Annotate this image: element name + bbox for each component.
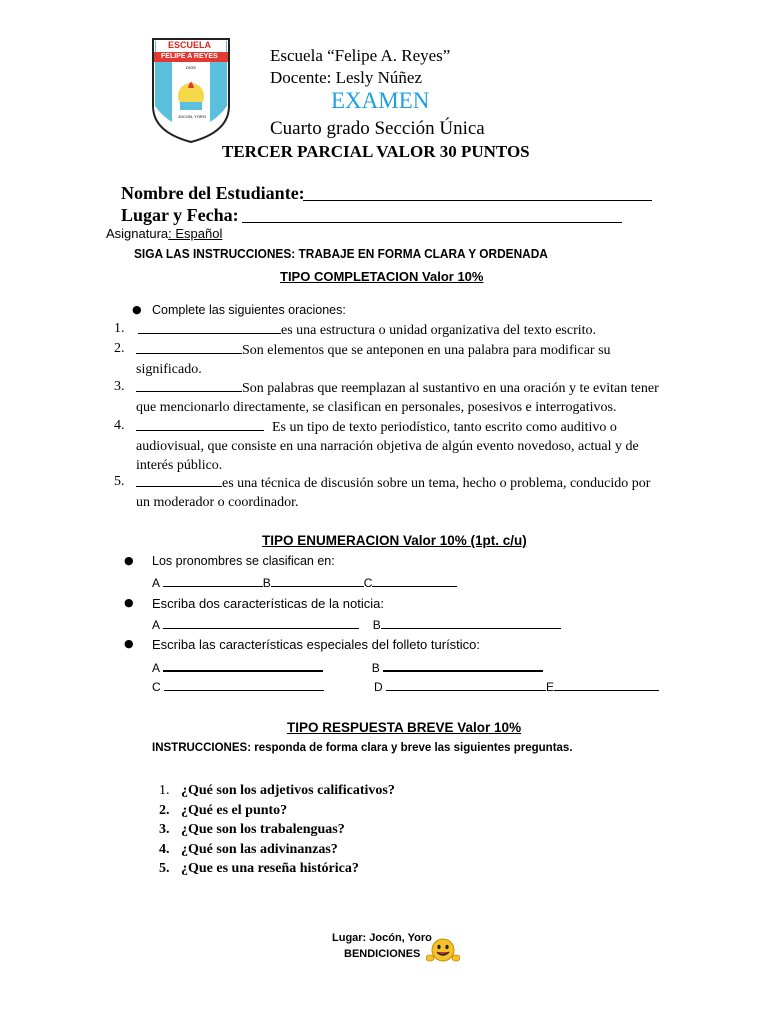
bullet-icon: ● xyxy=(132,303,142,316)
section2-title: TIPO ENUMERACION Valor 10% (1pt. c/u) xyxy=(262,533,527,548)
answer-blank[interactable] xyxy=(138,321,281,334)
answer-blank[interactable] xyxy=(136,379,242,392)
answer-blank[interactable] xyxy=(164,678,324,691)
section3-instructions: INSTRUCCIONES: responda de forma clara y breve las siguientes preguntas. xyxy=(152,742,573,754)
answer-blank[interactable] xyxy=(163,574,263,587)
student-name-label: Nombre del Estudiante: xyxy=(121,183,305,203)
enum-answers-1: A B C xyxy=(152,574,457,590)
partial-title: TERCER PARCIAL VALOR 30 PUNTOS xyxy=(222,142,530,161)
completion-item-3: Son palabras que reemplazan al sustantivo en una oración y te evitan tener que mencionarlo directamente, se clasifican en personales, posesivos e interrogativos. xyxy=(136,381,659,415)
answer-blank[interactable] xyxy=(386,678,546,691)
exam-title: EXAMEN xyxy=(331,88,430,113)
short-answer-list xyxy=(159,781,395,879)
enum-question-1: Los pronombres se clasifican en: xyxy=(152,554,335,568)
subject-label: Asignatura xyxy=(106,226,169,241)
crest-banner-text: FELIPE A REYES xyxy=(161,53,218,60)
subject-label-row xyxy=(106,226,222,241)
crest-motto-top: DIOS xyxy=(186,65,196,70)
completion-item-5: es una técnica de discusión sobre un tema, hecho o problema, conducido por un moderador o coordinador. xyxy=(136,476,651,510)
enum-answers-3a: A B xyxy=(152,658,543,675)
section1-bullet-text: Complete las siguientes oraciones: xyxy=(152,303,346,317)
enum-question-3: Escriba las características especiales del folleto turístico: xyxy=(152,637,481,652)
school-name: Escuela “Felipe A. Reyes” xyxy=(270,46,451,65)
question-item: 2. ¿Qué es el punto? xyxy=(159,802,288,818)
answer-blank[interactable] xyxy=(163,616,359,629)
item-number: 4. xyxy=(114,418,125,433)
completion-item-2: Son elementos que se anteponen en una palabra para modificar su significado. xyxy=(136,343,611,377)
item-number: 2. xyxy=(114,341,125,356)
answer-blank[interactable] xyxy=(554,678,659,691)
crest-top-text: ESCUELA xyxy=(168,40,212,50)
footer-place: Lugar: Jocón, Yoro xyxy=(332,932,432,944)
answer-blank[interactable] xyxy=(372,574,457,587)
general-instructions: SIGA LAS INSTRUCCIONES: TRABAJE EN FORMA CLARA Y ORDENADA xyxy=(134,247,548,261)
crest-place: JOCON, YORO xyxy=(178,114,206,119)
item-number: 3. xyxy=(114,379,125,394)
question-item: 3. ¿Que son los trabalenguas? xyxy=(159,822,345,837)
answer-blank[interactable] xyxy=(136,341,242,354)
teacher-name: Docente: Lesly Núñez xyxy=(270,68,422,87)
completion-item-1: es una estructura o unidad organizativa del texto escrito. xyxy=(138,321,596,340)
question-item: 5. ¿Que es una reseña histórica? xyxy=(159,861,359,876)
answer-blank[interactable] xyxy=(381,616,561,629)
school-crest xyxy=(150,36,232,144)
section1-title: TIPO COMPLETACION Valor 10% xyxy=(280,269,484,284)
section3-title: TIPO RESPUESTA BREVE Valor 10% xyxy=(287,720,522,735)
bullet-icon: ● xyxy=(124,554,134,567)
item-number: 1. xyxy=(114,321,125,336)
answer-blank[interactable] xyxy=(271,574,364,587)
place-date-label: Lugar y Fecha: xyxy=(121,205,239,225)
question-item: 4. ¿Qué son las adivinanzas? xyxy=(159,841,338,857)
footer-blessing: BENDICIONES xyxy=(344,948,421,960)
item-number: 5. xyxy=(114,474,125,489)
question-item: 1. ¿Qué son los adjetivos calificativos? xyxy=(159,783,395,798)
completion-item-4: Es un tipo de texto periodístico, tanto escrito como auditivo o audiovisual, que consiste en una narración objetiva de algún evento novedoso, actual y de interés público. xyxy=(136,420,639,473)
bullet-icon: ● xyxy=(124,637,134,650)
answer-blank[interactable] xyxy=(136,474,222,487)
enum-answers-3b: C D E xyxy=(152,678,659,694)
student-name-line[interactable] xyxy=(303,200,652,201)
grade-section: Cuarto grado Sección Única xyxy=(270,118,485,139)
answer-blank[interactable] xyxy=(163,658,323,672)
subject-value: : Español xyxy=(168,226,223,241)
bullet-icon: ● xyxy=(124,596,134,609)
smiley-face-icon xyxy=(426,936,460,966)
place-date-line[interactable] xyxy=(242,222,622,223)
enum-question-2: Escriba dos características de la noticia: xyxy=(152,596,384,611)
enum-answers-2: A B xyxy=(152,616,561,632)
answer-blank[interactable] xyxy=(383,658,543,672)
answer-blank[interactable] xyxy=(136,418,264,431)
